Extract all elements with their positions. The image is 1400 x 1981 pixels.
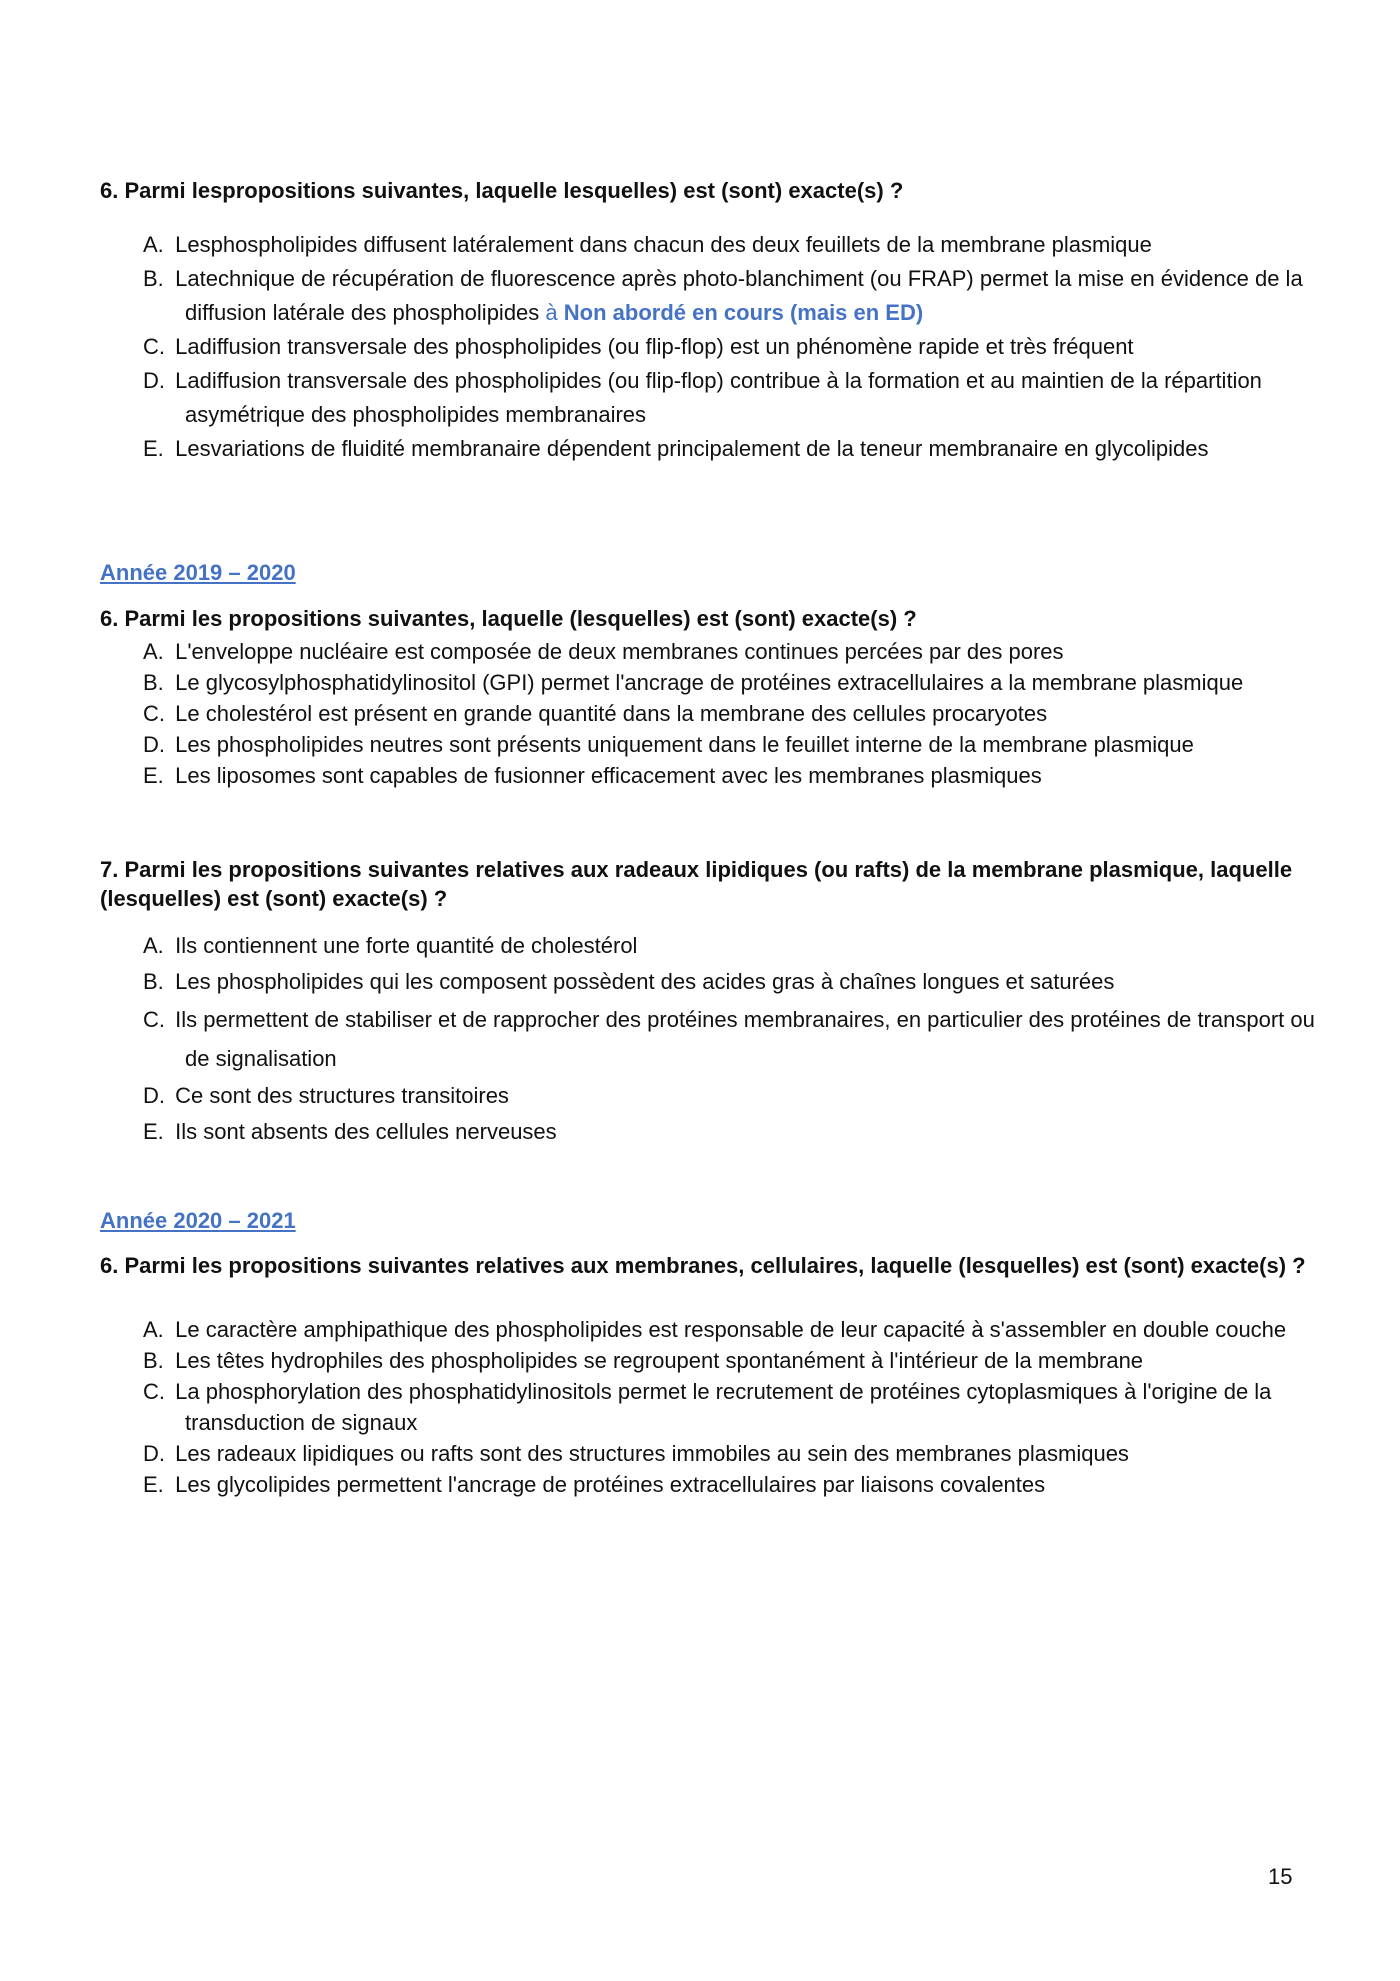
options-list [0,228,1320,466]
option-text: Ladiffusion transversale des phospholipides (ou flip-flop) est un phénomène rapide et très fréquent [175,334,1134,359]
option-letter: C. [143,1379,165,1404]
option-text: Lesvariations de fluidité membranaire dépendent principalement de la teneur membranaire en glycolipides [175,436,1209,461]
option-item [0,964,1320,1000]
option-text: Les liposomes sont capables de fusionner efficacement avec les membranes plasmiques [175,763,1042,788]
option-item [0,1469,1320,1500]
option-item [0,330,1320,364]
question-title: 6. Parmi lespropositions suivantes, laquelle lesquelles) est (sont) exacte(s) ? [100,178,904,203]
option-item [0,432,1320,466]
option-item [0,760,1320,791]
option-item [0,1438,1320,1469]
options-list [0,636,1320,791]
option-letter: E. [143,1472,164,1497]
option-letter: B. [143,1348,164,1373]
option-item [0,1078,1320,1114]
option-letter: C. [143,334,165,359]
option-letter: B. [143,969,164,994]
option-item [0,1114,1320,1150]
option-text: Ladiffusion transversale des phospholipides (ou flip-flop) contribue à la formation et au maintien de la répartition asymétrique des phospholipides membranaires [175,368,1262,427]
option-letter: D. [143,368,165,393]
year-heading: Année 2020 – 2021 [100,1208,296,1233]
options-list [0,928,1320,1150]
option-item [0,729,1320,760]
option-letter: A. [143,639,164,664]
note-marker: à [545,300,558,325]
option-letter: C. [143,1007,165,1032]
option-letter: D. [143,1083,165,1108]
option-item [0,364,1320,432]
page-number: 15 [1268,1864,1293,1889]
course-note: Non abordé en cours (mais en ED) [563,300,924,325]
option-item [0,636,1320,667]
option-text: Ce sont des structures transitoires [175,1083,509,1108]
option-text: L'enveloppe nucléaire est composée de deux membranes continues percées par des pores [175,639,1064,664]
option-letter: D. [143,1441,165,1466]
option-text: Les radeaux lipidiques ou rafts sont des structures immobiles au sein des membranes plasmiques [175,1441,1129,1466]
option-letter: B. [143,670,164,695]
option-item [0,698,1320,729]
option-text: Le caractère amphipathique des phospholipides est responsable de leur capacité à s'assembler en double couche [175,1317,1287,1342]
option-letter: D. [143,732,165,757]
option-item [0,228,1320,262]
options-list [0,1314,1320,1500]
option-item [0,1000,1320,1078]
option-letter: A. [143,933,164,958]
option-text: Les phospholipides neutres sont présents uniquement dans le feuillet interne de la membrane plasmique [175,732,1194,757]
option-text: La phosphorylation des phosphatidylinositols permet le recrutement de protéines cytoplasmiques à l'origine de la transduction de signaux [175,1379,1272,1435]
option-letter: A. [143,232,164,257]
option-item [0,262,1320,330]
option-item [0,1345,1320,1376]
option-letter: A. [143,1317,164,1342]
option-text: Le cholestérol est présent en grande quantité dans la membrane des cellules procaryotes [175,701,1048,726]
question-title: 6. Parmi les propositions suivantes relatives aux membranes, cellulaires, laquelle (lesquelles) est (sont) exacte(s) ? [100,1253,1306,1278]
option-text: Latechnique de récupération de fluorescence après photo-blanchiment (ou FRAP) permet la mise en évidence de la diffusion latérale des phospholipides [175,266,1303,325]
option-text: Ils sont absents des cellules nerveuses [175,1119,557,1144]
option-item [0,1376,1320,1438]
option-letter: E. [143,436,164,461]
option-text: Ils contiennent une forte quantité de cholestérol [175,933,638,958]
option-letter: B. [143,266,164,291]
option-text: Les têtes hydrophiles des phospholipides se regroupent spontanément à l'intérieur de la membrane [175,1348,1144,1373]
option-letter: E. [143,1119,164,1144]
year-heading: Année 2019 – 2020 [100,560,296,585]
option-item [0,1314,1320,1345]
option-letter: E. [143,763,164,788]
option-text: Lesphospholipides diffusent latéralement dans chacun des deux feuillets de la membrane plasmique [175,232,1152,257]
option-letter: C. [143,701,165,726]
option-text: Les phospholipides qui les composent possèdent des acides gras à chaînes longues et saturées [175,969,1115,994]
option-text: Les glycolipides permettent l'ancrage de protéines extracellulaires par liaisons covalentes [175,1472,1046,1497]
option-text: Le glycosylphosphatidylinositol (GPI) permet l'ancrage de protéines extracellulaires a la membrane plasmique [175,670,1244,695]
option-item [0,928,1320,964]
question-title: 7. Parmi les propositions suivantes relatives aux radeaux lipidiques (ou rafts) de la membrane plasmique, laquelle (lesquelles) est (sont) exacte(s) ? [100,857,1293,911]
option-item [0,667,1320,698]
option-text: Ils permettent de stabiliser et de rapprocher des protéines membranaires, en particulier des protéines de transport ou de signalisation [175,1007,1315,1071]
question-title: 6. Parmi les propositions suivantes, laquelle (lesquelles) est (sont) exacte(s) ? [100,606,917,631]
